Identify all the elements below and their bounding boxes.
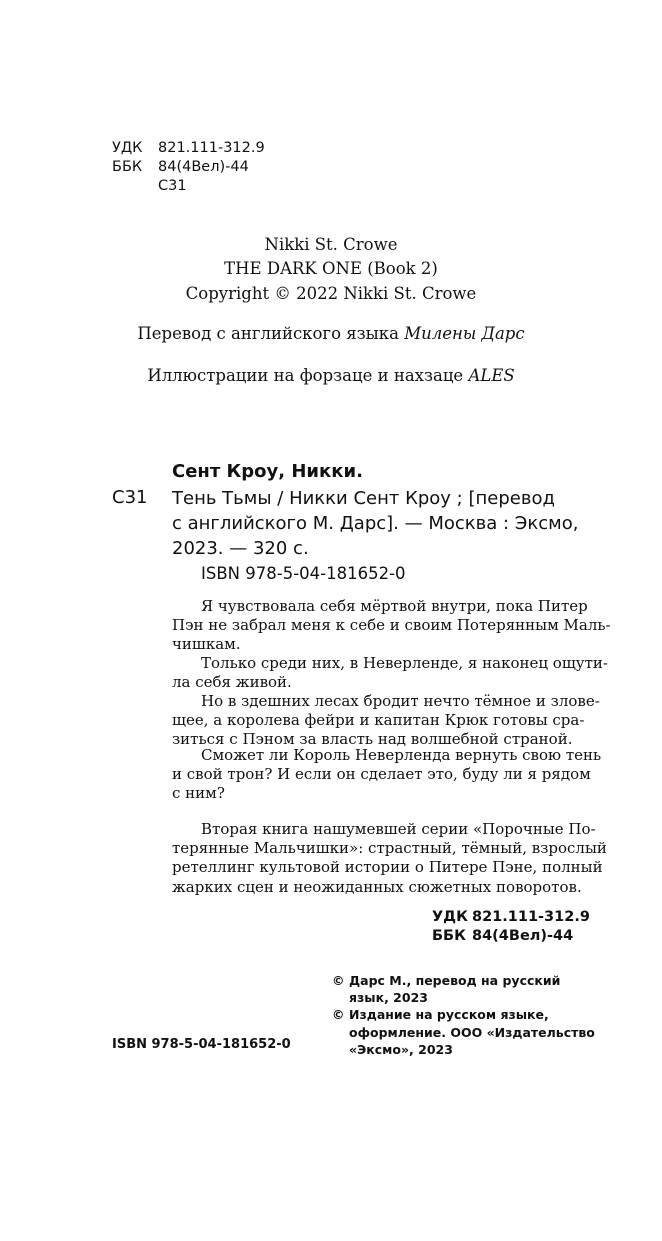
bottom-isbn: ISBN 978-5-04-181652-0 — [112, 1037, 291, 1052]
annotation-line: ла себя живой. — [172, 673, 292, 692]
copyright-line: «Эксмо», 2023 — [349, 1041, 453, 1057]
copyright-line: оформление. ООО «Издательство — [349, 1024, 595, 1040]
annotation-line: ретеллинг культовой истории о Питере Пэне, полный — [172, 858, 603, 877]
original-copyright: Copyright © 2022 Nikki St. Crowe — [185, 284, 477, 303]
illustrations-artist: ALES — [468, 366, 515, 385]
copyright-line: Издание на русском языке, — [349, 1007, 549, 1023]
annotation-line: Я чувствовала себя мёртвой внутри, пока Питер — [201, 597, 588, 615]
bbk-value: 84(4Вел)-44 — [472, 928, 574, 944]
annotation-line: Вторая книга нашумевшей серии «Порочные По- — [201, 820, 596, 838]
top-author-mark: С31 — [158, 178, 187, 194]
udk-label: УДК — [432, 909, 468, 925]
bottom-udk-row — [432, 908, 590, 927]
annotation-paragraph-2 — [172, 654, 608, 692]
copyright-mark: © — [332, 1007, 345, 1023]
bbk-label: ББК — [432, 928, 466, 944]
annotation-line: Сможет ли Король Неверленда вернуть свою тень — [201, 746, 602, 764]
catalog-description-line: Тень Тьмы / Никки Сент Кроу ; [перевод — [172, 488, 555, 509]
original-title: THE DARK ONE (Book 2) — [224, 259, 438, 278]
bottom-bbk-row — [432, 927, 590, 946]
annotation-line: Но в здешних лесах бродит нечто тёмное и злове- — [201, 692, 600, 710]
annotation-line: Только среди них, в Неверленде, я наконец ощути- — [201, 654, 608, 672]
copyright-notice — [332, 1006, 595, 1058]
translation-prefix: Перевод с английского языка — [137, 324, 399, 343]
annotation-line: зиться с Пэном за власть над волшебной страной. — [172, 730, 573, 749]
udk-value: 821.111-312.9 — [158, 140, 265, 156]
catalog-isbn: ISBN 978-5-04-181652-0 — [201, 564, 406, 583]
annotation-line: щее, а королева фейри и капитан Крюк готовы сра- — [172, 711, 585, 730]
top-bbk-row — [112, 158, 249, 177]
bbk-label: ББК — [112, 159, 143, 175]
translator-name: Милены Дарс — [404, 324, 525, 343]
copyright-notices — [332, 972, 595, 1058]
bbk-value: 84(4Вел)-44 — [158, 159, 249, 175]
bottom-classification — [432, 908, 590, 946]
annotation-line: жарких сцен и неожиданных сюжетных поворотов. — [172, 877, 582, 896]
copyright-line: Дарс М., перевод на русский — [349, 973, 561, 988]
copyright-line: язык, 2023 — [349, 990, 428, 1006]
annotation-line: терянные Мальчишки»: страстный, тёмный, взрослый — [172, 839, 607, 858]
illustrations-prefix: Иллюстрации на форзаце и нахзаце — [147, 366, 464, 385]
catalog-description-line: с английского М. Дарс]. — Москва : Эксмо, — [172, 513, 579, 534]
translation-credit — [0, 324, 662, 343]
annotation-line: чишкам. — [172, 635, 241, 654]
copyright-notice — [332, 972, 595, 1006]
annotation-line: и свой трон? И если он сделает это, буду ли я рядом — [172, 765, 591, 784]
catalog-description — [172, 486, 584, 561]
catalog-code: С31 — [112, 487, 148, 508]
original-author: Nikki St. Crowe — [264, 235, 398, 254]
annotation-paragraph-5 — [172, 820, 607, 897]
catalog-description-line: 2023. — 320 с. — [172, 538, 309, 559]
annotation-line: с ним? — [172, 784, 225, 803]
catalog-author-heading: Сент Кроу, Никки. — [172, 461, 363, 482]
copyright-mark: © — [332, 973, 345, 988]
top-udk-row — [112, 139, 265, 158]
illustrations-credit — [0, 366, 662, 385]
udk-label: УДК — [112, 140, 143, 156]
annotation-paragraph-3 — [172, 692, 600, 750]
annotation-paragraph-1 — [172, 597, 611, 655]
annotation-line: Пэн не забрал меня к себе и своим Потерянным Маль- — [172, 616, 611, 635]
udk-value: 821.111-312.9 — [472, 909, 590, 925]
annotation-paragraph-4 — [172, 746, 602, 804]
